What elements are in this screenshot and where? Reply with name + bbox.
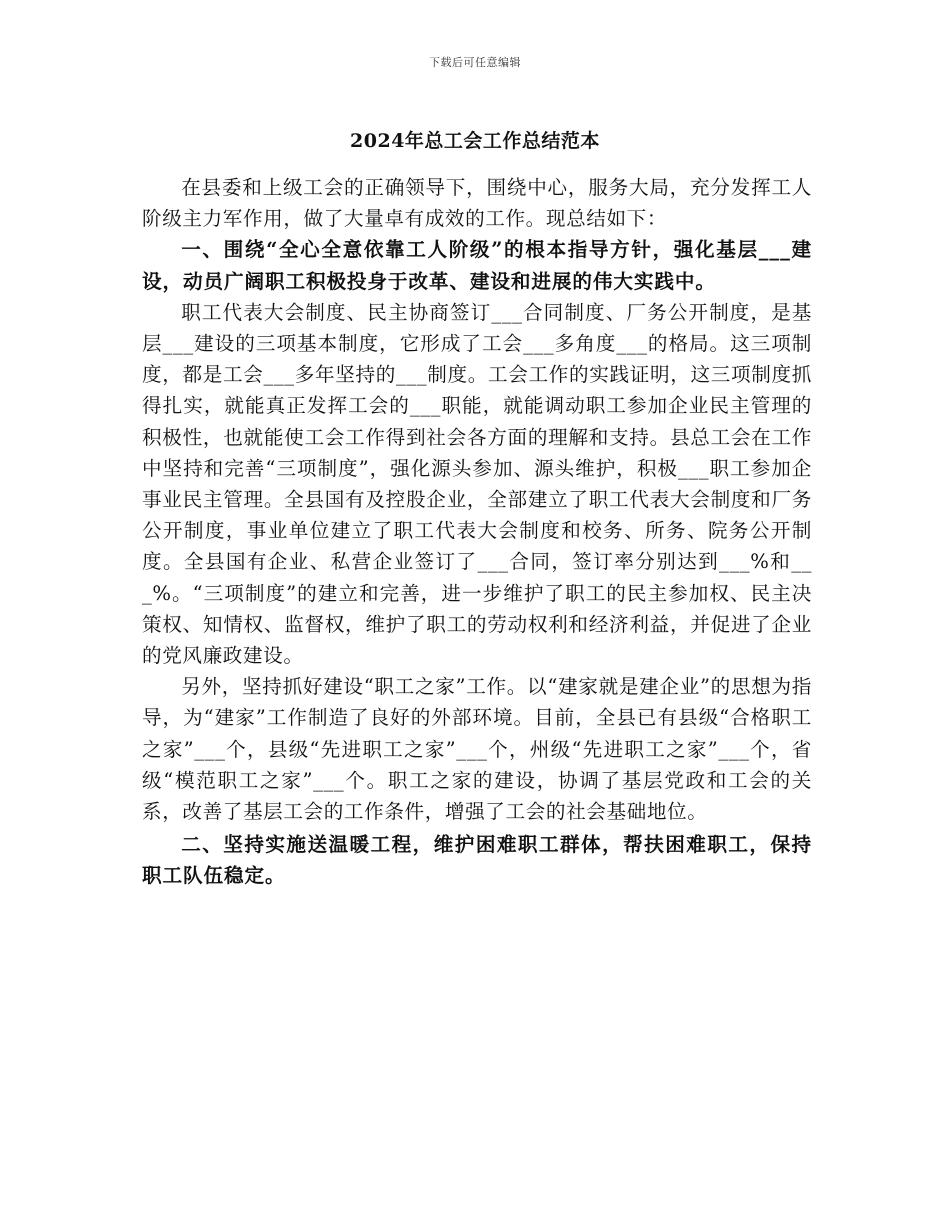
document-body	[142, 172, 812, 892]
document-title: 2024年总工会工作总结范本	[350, 130, 600, 152]
section-heading-1: 一、围绕“全心全意依靠工人阶级”的根本指导方针，强化基层___建设，动员广阔职工积极投身于改革、建设和进展的伟大实践中。	[142, 238, 812, 293]
intro-paragraph: 在县委和上级工会的正确领导下，围绕中心，服务大局，充分发挥工人阶级主力军作用，做了大量卓有成效的工作。现总结如下：	[142, 176, 812, 231]
body-paragraph-workers-home: 另外，坚持抓好建设“职工之家”工作。以“建家就是建企业”的思想为指导，为“建家”工作制造了良好的外部环境。目前，全县已有县级“合格职工之家”___个，县级“先进职工之家”___个，州级“先进职工之家”___个，省级“模范职工之家”___个。职工之家的建设，协调了基层党政和工会的关系，改善了基层工会的工作条件，增强了工会的社会基础地位。	[142, 675, 812, 824]
body-paragraph-three-systems: 职工代表大会制度、民主协商签订___合同制度、厂务公开制度，是基层___建设的三项基本制度，它形成了工会___多角度___的格局。这三项制度，都是工会___多年坚持的___制度。工会工作的实践证明，这三项制度抓得扎实，就能真正发挥工会的___职能，就能调动职工参加企业民主管理的积极性，也就能使工会工作得到社会各方面的理解和支持。县总工会在工作中坚持和完善“三项制度”，强化源头参加、源头维护，积极___职工参加企事业民主管理。全县国有及控股企业，全部建立了职工代表大会制度和厂务公开制度，事业单位建立了职工代表大会制度和校务、所务、院务公开制度。全县国有企业、私营企业签订了___合同，签订率分别达到___%和___%。“三项制度”的建立和完善，进一步维护了职工的民主参加权、民主决策权、知情权、监督权，维护了职工的劳动权利和经济利益，并促进了企业的党风廉政建设。	[142, 300, 812, 668]
section-heading-2: 二、坚持实施送温暖工程，维护困难职工群体，帮扶困难职工，保持职工队伍稳定。	[142, 833, 812, 888]
page-header-note: 下载后可任意编辑	[429, 56, 521, 69]
